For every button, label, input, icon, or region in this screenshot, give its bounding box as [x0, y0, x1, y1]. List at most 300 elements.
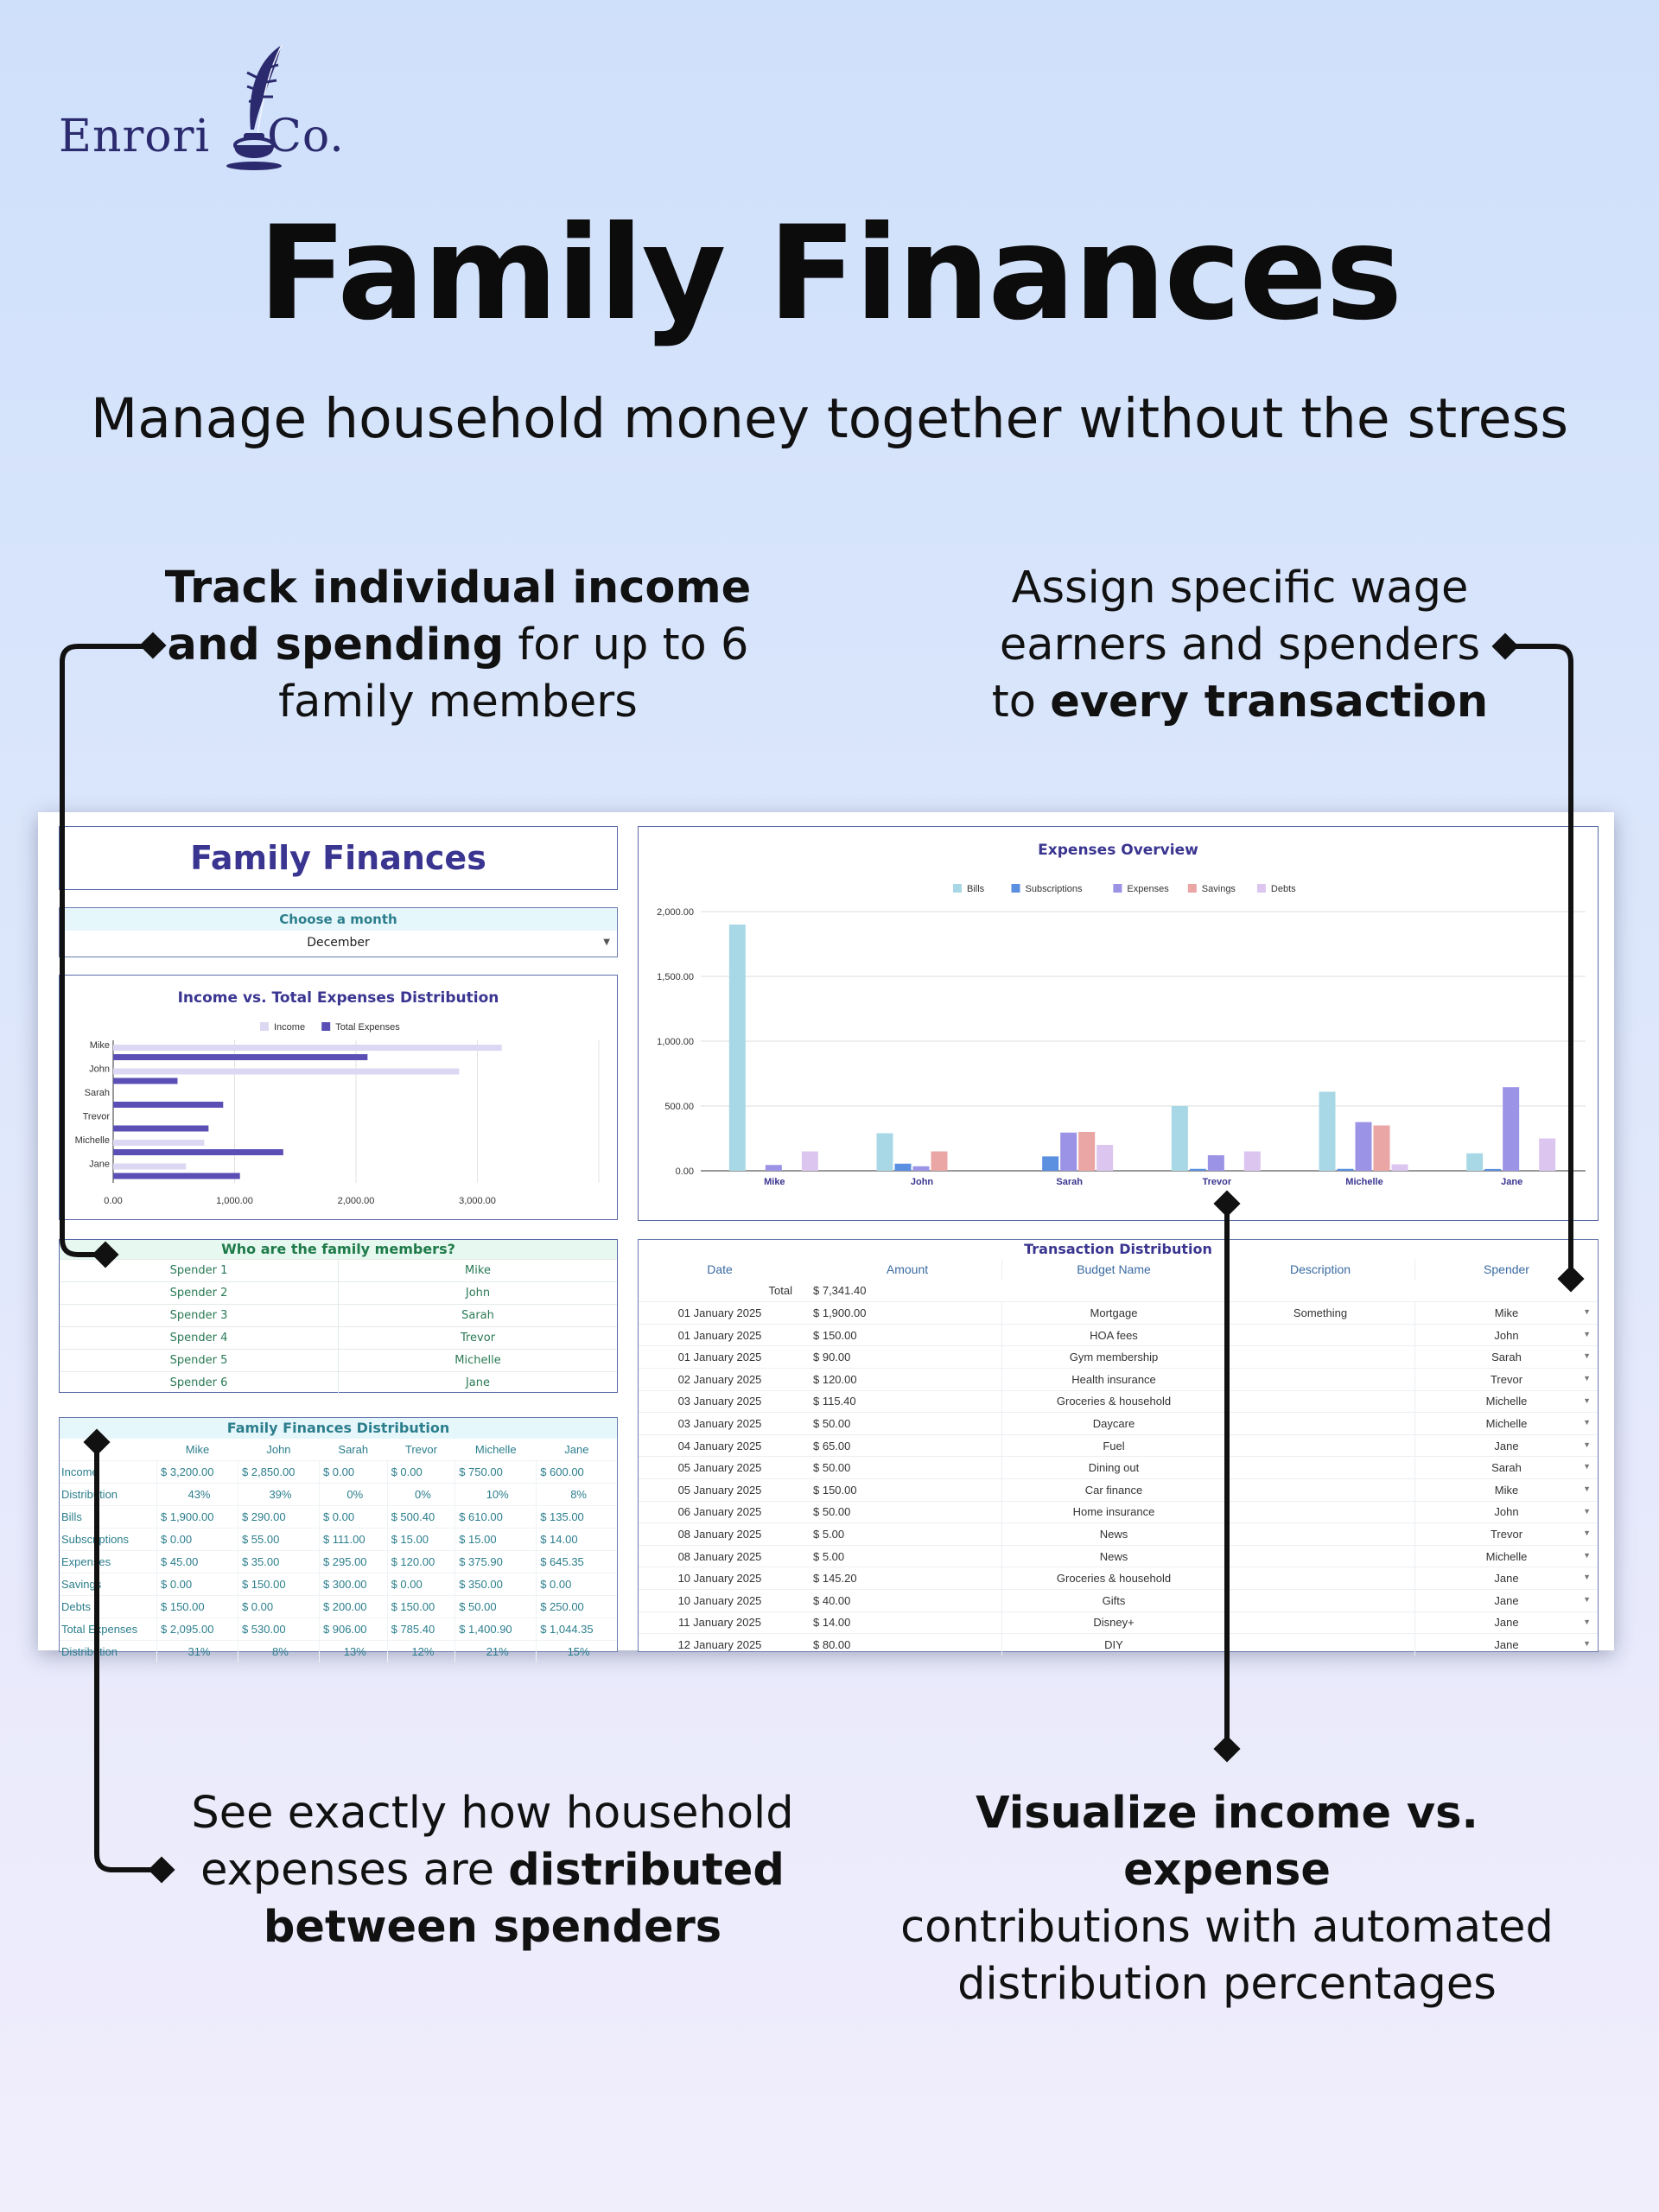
transaction-spender[interactable]: Jane ▼ [1415, 1567, 1599, 1590]
callout-visualize: Visualize income vs. expense contributions with automated distribution percentages [900, 1788, 1554, 2010]
bar-subscriptions [1484, 1169, 1501, 1171]
distribution-cell: $ 3,200.00 [157, 1461, 238, 1484]
transaction-date: 03 January 2025 [639, 1413, 801, 1435]
y-tick-label: Michelle [74, 1135, 110, 1146]
bar-income [113, 1045, 502, 1051]
member-name[interactable]: Jane [465, 1376, 491, 1389]
member-name[interactable]: Michelle [454, 1354, 501, 1367]
transaction-date: 03 January 2025 [639, 1390, 801, 1413]
distribution-cell: 15% [537, 1641, 617, 1663]
bar-total-expenses [113, 1054, 367, 1060]
bar-expenses [913, 1166, 930, 1171]
distribution-cell: $ 0.00 [387, 1461, 455, 1484]
bar-total-expenses [113, 1078, 177, 1084]
legend-label: Income [274, 1022, 306, 1033]
legend-label: Savings [1201, 884, 1236, 894]
distribution-row-label: Savings [60, 1573, 157, 1596]
sheet-title: Family Finances [190, 839, 486, 877]
transaction-row[interactable] [639, 1523, 1598, 1546]
distribution-row [60, 1596, 617, 1618]
distribution-cell: 10% [455, 1484, 537, 1506]
expenses-chart-legend [953, 884, 1296, 894]
distribution-cell: $ 1,044.35 [537, 1618, 617, 1641]
legend-swatch [321, 1022, 330, 1031]
distribution-cell: $ 250.00 [537, 1596, 617, 1618]
income-vs-expenses-chart [60, 976, 617, 1219]
y-tick-label: 1,500.00 [657, 972, 694, 982]
transaction-row[interactable] [639, 1457, 1598, 1479]
distribution-header-row [60, 1439, 617, 1461]
transaction-spender[interactable]: Jane ▼ [1415, 1611, 1599, 1634]
distribution-cell: $ 610.00 [455, 1506, 537, 1529]
transaction-amount: $ 150.00 [801, 1324, 1002, 1346]
chevron-down-icon: ▼ [1583, 1373, 1591, 1382]
y-tick-label: 500.00 [664, 1102, 694, 1112]
distribution-cell: $ 500.40 [387, 1506, 455, 1529]
transaction-budget: Disney+ [1002, 1611, 1226, 1634]
bar-total-expenses [113, 1173, 240, 1179]
sheet-title-panel [59, 826, 618, 890]
transaction-spender[interactable]: Michelle ▼ [1415, 1545, 1599, 1567]
distribution-cell: 0% [387, 1484, 455, 1506]
transaction-budget: Groceries & household [1002, 1567, 1226, 1590]
bar-subscriptions [1190, 1169, 1206, 1171]
member-slot: Spender 5 [60, 1350, 339, 1371]
legend-swatch [1188, 884, 1197, 893]
transaction-amount: $ 5.00 [801, 1545, 1002, 1567]
distribution-cell: 39% [238, 1484, 319, 1506]
transaction-date: 01 January 2025 [639, 1302, 801, 1325]
member-slot: Spender 6 [60, 1372, 339, 1394]
distribution-cell: $ 300.00 [319, 1573, 387, 1596]
distribution-row-label: Total Expenses [60, 1618, 157, 1641]
member-slot: Spender 3 [60, 1305, 339, 1326]
distribution-column-header: Mike [185, 1443, 210, 1456]
distribution-cell: $ 0.00 [157, 1573, 238, 1596]
bar-savings [931, 1152, 948, 1172]
callout-track-income: Track individual income and spending for up to 6 family members [164, 563, 752, 728]
transaction-description [1226, 1390, 1415, 1413]
bar-debts [1096, 1145, 1113, 1171]
transaction-budget: Health insurance [1002, 1368, 1226, 1390]
bar-expenses [1060, 1133, 1077, 1171]
distribution-cell: $ 200.00 [319, 1596, 387, 1618]
member-name[interactable]: Mike [465, 1264, 491, 1277]
distribution-cell: 8% [238, 1641, 319, 1663]
member-row [60, 1326, 617, 1349]
transaction-date: 08 January 2025 [639, 1545, 801, 1567]
transaction-date: 01 January 2025 [639, 1346, 801, 1369]
transaction-amount: $ 65.00 [801, 1434, 1002, 1457]
distribution-cell: 8% [537, 1484, 617, 1506]
income-chart-legend [260, 1022, 400, 1033]
y-tick-label: Mike [89, 1039, 110, 1051]
member-slot: Spender 1 [60, 1260, 339, 1281]
distribution-column-header: Michelle [474, 1443, 517, 1456]
transaction-description [1226, 1501, 1415, 1523]
distribution-row-label: Debts [60, 1596, 157, 1618]
transaction-budget: Home insurance [1002, 1501, 1226, 1523]
distribution-cell: $ 120.00 [387, 1551, 455, 1573]
month-selector-label: Choose a month [60, 908, 617, 931]
bar-bills [877, 1134, 893, 1172]
chevron-down-icon: ▼ [1583, 1307, 1591, 1317]
transaction-budget: Fuel [1002, 1434, 1226, 1457]
distribution-cell: $ 45.00 [157, 1551, 238, 1573]
transaction-budget: Gym membership [1002, 1346, 1226, 1369]
bar-debts [802, 1152, 818, 1172]
legend-swatch [1113, 884, 1122, 893]
transaction-spender[interactable]: Jane ▼ [1415, 1634, 1599, 1656]
transaction-row[interactable] [639, 1368, 1598, 1390]
x-tick-label: 0.00 [104, 1196, 123, 1206]
transaction-spender[interactable]: Jane ▼ [1415, 1434, 1599, 1457]
bar-total-expenses [113, 1102, 223, 1108]
chevron-down-icon: ▼ [1583, 1484, 1591, 1493]
distribution-column-header: Jane [564, 1443, 589, 1456]
distribution-row [60, 1529, 617, 1551]
distribution-cell: $ 2,095.00 [157, 1618, 238, 1641]
chevron-down-icon: ▼ [1583, 1418, 1591, 1427]
distribution-cell: $ 55.00 [238, 1529, 319, 1551]
distribution-cell: 12% [387, 1641, 455, 1663]
transaction-spender[interactable]: Trevor ▼ [1415, 1523, 1599, 1546]
transaction-row[interactable] [639, 1413, 1598, 1435]
chevron-down-icon: ▼ [1583, 1440, 1591, 1449]
distribution-cell: $ 645.35 [537, 1551, 617, 1573]
distribution-row-label: Expenses [60, 1551, 157, 1573]
member-row [60, 1304, 617, 1326]
member-row [60, 1349, 617, 1371]
transaction-row[interactable] [639, 1501, 1598, 1523]
transaction-date: 10 January 2025 [639, 1589, 801, 1611]
legend-label: Bills [967, 884, 985, 894]
expenses-chart-title: Expenses Overview [1038, 842, 1198, 859]
distribution-cell: $ 0.00 [157, 1529, 238, 1551]
transaction-amount: $ 80.00 [801, 1634, 1002, 1656]
chevron-down-icon: ▼ [1583, 1639, 1591, 1649]
x-tick-label: Jane [1501, 1177, 1523, 1187]
transaction-row[interactable] [639, 1324, 1598, 1346]
distribution-cell: $ 530.00 [238, 1618, 319, 1641]
chevron-down-icon: ▼ [1583, 1462, 1591, 1471]
transaction-amount: $ 14.00 [801, 1611, 1002, 1634]
bar-bills [1319, 1092, 1336, 1172]
transaction-amount: $ 145.20 [801, 1567, 1002, 1590]
distribution-cell: $ 150.00 [238, 1573, 319, 1596]
transaction-amount: $ 50.00 [801, 1457, 1002, 1479]
chevron-down-icon: ▼ [1583, 1617, 1591, 1626]
transaction-row[interactable] [639, 1434, 1598, 1457]
distribution-row [60, 1573, 617, 1596]
transaction-date: 01 January 2025 [639, 1324, 801, 1346]
distribution-cell: $ 2,850.00 [238, 1461, 319, 1484]
bar-debts [1244, 1152, 1261, 1172]
transactions-table [639, 1259, 1598, 1656]
transaction-description: Something [1226, 1302, 1415, 1325]
transaction-date: 06 January 2025 [639, 1501, 801, 1523]
transactions-column-header: Amount [886, 1262, 929, 1277]
y-tick-label: 0.00 [675, 1166, 694, 1177]
transaction-spender[interactable]: Jane ▼ [1415, 1589, 1599, 1611]
distribution-row-label: Distribution [60, 1484, 157, 1506]
transaction-description [1226, 1478, 1415, 1501]
distribution-row-label: Bills [60, 1506, 157, 1529]
transaction-spender[interactable]: Michelle ▼ [1415, 1413, 1599, 1435]
legend-label: Debts [1270, 884, 1296, 894]
chevron-down-icon: ▼ [1583, 1594, 1591, 1604]
transaction-spender[interactable]: Trevor ▼ [1415, 1368, 1599, 1390]
distribution-cell: $ 15.00 [387, 1529, 455, 1551]
distribution-cell: $ 785.40 [387, 1618, 455, 1641]
income-chart-title: Income vs. Total Expenses Distribution [177, 989, 499, 1007]
bar-debts [1392, 1165, 1408, 1172]
family-members-title: Who are the family members? [60, 1240, 617, 1259]
transaction-description [1226, 1523, 1415, 1546]
distribution-cell: $ 0.00 [537, 1573, 617, 1596]
distribution-row [60, 1641, 617, 1663]
transaction-description [1226, 1611, 1415, 1634]
transaction-budget: Gifts [1002, 1589, 1226, 1611]
transaction-spender[interactable]: Mike ▼ [1415, 1302, 1599, 1325]
transaction-budget: DIY [1002, 1634, 1226, 1656]
transactions-column-header: Spender [1484, 1262, 1529, 1277]
transaction-description [1226, 1368, 1415, 1390]
x-tick-label: 1,000.00 [216, 1196, 253, 1206]
transaction-description [1226, 1567, 1415, 1590]
transaction-description [1226, 1589, 1415, 1611]
transaction-date: 04 January 2025 [639, 1434, 801, 1457]
x-tick-label: 3,000.00 [459, 1196, 496, 1206]
member-slot: Spender 4 [60, 1327, 339, 1349]
transaction-budget: News [1002, 1545, 1226, 1567]
transaction-spender[interactable]: Michelle ▼ [1415, 1390, 1599, 1413]
distribution-row [60, 1551, 617, 1573]
transaction-spender[interactable]: Sarah ▼ [1415, 1457, 1599, 1479]
y-tick-label: Jane [89, 1159, 110, 1170]
transaction-budget: HOA fees [1002, 1324, 1226, 1346]
total-label: Total [768, 1284, 792, 1298]
distribution-cell: $ 350.00 [455, 1573, 537, 1596]
transaction-amount: $ 115.40 [801, 1390, 1002, 1413]
bar-bills [1466, 1154, 1483, 1171]
member-row [60, 1259, 617, 1281]
total-value: $ 7,341.40 [813, 1284, 867, 1298]
distribution-cell: $ 15.00 [455, 1529, 537, 1551]
distribution-cell: $ 1,400.90 [455, 1618, 537, 1641]
month-selector-panel [59, 907, 618, 957]
transaction-row[interactable] [639, 1302, 1598, 1325]
transactions-column-header: Date [707, 1262, 733, 1277]
distribution-row-label: Income [60, 1461, 157, 1484]
member-row [60, 1371, 617, 1394]
bar-savings [1078, 1132, 1095, 1171]
distribution-cell: $ 290.00 [238, 1506, 319, 1529]
member-name[interactable]: Trevor [460, 1332, 496, 1344]
family-members-panel [59, 1239, 618, 1393]
brand-logo-text: Enrori Co. [59, 111, 345, 162]
page-subtitle: Manage household money together without the stress [90, 387, 1569, 450]
distribution-cell: $ 0.00 [319, 1461, 387, 1484]
legend-swatch [260, 1022, 269, 1031]
transaction-budget: Car finance [1002, 1478, 1226, 1501]
transaction-description [1226, 1434, 1415, 1457]
transaction-date: 11 January 2025 [639, 1611, 801, 1634]
chevron-down-icon: ▼ [1583, 1550, 1591, 1560]
transaction-row[interactable] [639, 1346, 1598, 1369]
chevron-down-icon: ▼ [603, 938, 610, 947]
bar-expenses [1503, 1087, 1519, 1171]
member-name[interactable]: John [465, 1287, 491, 1300]
transactions-total-row [639, 1281, 1598, 1302]
distribution-cell: 31% [157, 1641, 238, 1663]
member-row [60, 1281, 617, 1304]
transaction-description [1226, 1346, 1415, 1369]
transaction-description [1226, 1545, 1415, 1567]
transaction-description [1226, 1457, 1415, 1479]
distribution-row-label: Distribution [60, 1641, 157, 1663]
bar-bills [1172, 1106, 1188, 1171]
transaction-row[interactable] [639, 1567, 1598, 1590]
distribution-row [60, 1461, 617, 1484]
transaction-row[interactable] [639, 1545, 1598, 1567]
y-tick-label: Trevor [82, 1111, 110, 1122]
member-slot: Spender 2 [60, 1282, 339, 1304]
bar-expenses [1208, 1155, 1224, 1171]
transaction-date: 05 January 2025 [639, 1478, 801, 1501]
bar-subscriptions [1338, 1169, 1354, 1171]
distribution-cell: $ 111.00 [319, 1529, 387, 1551]
x-tick-label: Sarah [1056, 1177, 1083, 1187]
chevron-down-icon: ▼ [1583, 1329, 1591, 1338]
distribution-column-header: Sarah [338, 1443, 369, 1456]
x-tick-label: Trevor [1202, 1177, 1232, 1187]
month-dropdown-value: December [307, 936, 370, 950]
expenses-overview-chart-panel [638, 826, 1599, 1221]
distribution-cell: $ 0.00 [387, 1573, 455, 1596]
distribution-row [60, 1506, 617, 1529]
y-tick-label: Sarah [84, 1087, 110, 1098]
bar-savings [1374, 1126, 1390, 1172]
transaction-budget: Groceries & household [1002, 1390, 1226, 1413]
distribution-cell: $ 0.00 [238, 1596, 319, 1618]
transaction-row[interactable] [639, 1589, 1598, 1611]
transactions-header-row [639, 1259, 1598, 1281]
transaction-amount: $ 120.00 [801, 1368, 1002, 1390]
bar-income [113, 1164, 186, 1170]
bar-bills [729, 925, 746, 1171]
distribution-row-label: Subscriptions [60, 1529, 157, 1551]
x-tick-label: John [910, 1177, 934, 1187]
chevron-down-icon: ▼ [1583, 1529, 1591, 1538]
bar-income [113, 1140, 204, 1146]
transaction-row[interactable] [639, 1634, 1598, 1656]
distribution-cell: $ 600.00 [537, 1461, 617, 1484]
chevron-down-icon: ▼ [1583, 1573, 1591, 1582]
page-title: Family Finances [257, 199, 1402, 349]
distribution-row [60, 1618, 617, 1641]
transaction-amount: $ 1,900.00 [801, 1302, 1002, 1325]
transaction-description [1226, 1413, 1415, 1435]
expenses-overview-chart [639, 827, 1598, 1220]
distribution-cell: $ 0.00 [319, 1506, 387, 1529]
bar-expenses [1356, 1122, 1372, 1171]
distribution-cell: $ 135.00 [537, 1506, 617, 1529]
x-tick-label: 2,000.00 [337, 1196, 375, 1206]
distribution-cell: $ 14.00 [537, 1529, 617, 1551]
bar-total-expenses [113, 1126, 208, 1132]
legend-swatch [953, 884, 962, 893]
transaction-date: 08 January 2025 [639, 1523, 801, 1546]
distribution-cell: 0% [319, 1484, 387, 1506]
distribution-column-header: Trevor [404, 1443, 437, 1456]
transaction-row[interactable] [639, 1611, 1598, 1634]
transaction-row[interactable] [639, 1478, 1598, 1501]
income-vs-expenses-chart-panel [59, 975, 618, 1220]
transaction-budget: Dining out [1002, 1457, 1226, 1479]
distribution-cell: $ 906.00 [319, 1618, 387, 1641]
bar-subscriptions [895, 1164, 912, 1171]
bar-expenses [766, 1165, 782, 1171]
distribution-cell: 13% [319, 1641, 387, 1663]
member-name[interactable]: Sarah [461, 1309, 494, 1322]
distribution-cell: 43% [157, 1484, 238, 1506]
transaction-spender[interactable]: Sarah ▼ [1415, 1346, 1599, 1369]
transaction-date: 10 January 2025 [639, 1567, 801, 1590]
transaction-amount: $ 50.00 [801, 1413, 1002, 1435]
legend-swatch [1257, 884, 1266, 893]
transaction-spender[interactable]: John ▼ [1415, 1501, 1599, 1523]
distribution-cell: 21% [455, 1641, 537, 1663]
transaction-amount: $ 5.00 [801, 1523, 1002, 1546]
distribution-cell: $ 375.90 [455, 1551, 537, 1573]
y-tick-label: John [89, 1064, 110, 1075]
transaction-description [1226, 1634, 1415, 1656]
transaction-spender[interactable]: Mike ▼ [1415, 1478, 1599, 1501]
transactions-column-header: Description [1226, 1259, 1415, 1281]
transaction-date: 12 January 2025 [639, 1634, 801, 1656]
distribution-row [60, 1484, 617, 1506]
bar-debts [1539, 1139, 1555, 1172]
transaction-budget: Mortgage [1002, 1302, 1226, 1325]
chevron-down-icon: ▼ [1583, 1506, 1591, 1516]
transaction-distribution-panel [638, 1239, 1599, 1652]
transaction-date: 05 January 2025 [639, 1457, 801, 1479]
legend-label: Subscriptions [1025, 884, 1083, 894]
x-tick-label: Michelle [1345, 1177, 1383, 1187]
distribution-cell: $ 150.00 [387, 1596, 455, 1618]
distribution-cell: $ 295.00 [319, 1551, 387, 1573]
x-tick-label: Mike [764, 1177, 785, 1187]
connector-diamond [1213, 1735, 1240, 1762]
distribution-title: Family Finances Distribution [60, 1418, 617, 1439]
transaction-amount: $ 50.00 [801, 1501, 1002, 1523]
transaction-row[interactable] [639, 1390, 1598, 1413]
transaction-spender[interactable]: John ▼ [1415, 1324, 1599, 1346]
chevron-down-icon: ▼ [1583, 1395, 1591, 1405]
y-tick-label: 2,000.00 [657, 907, 694, 918]
transaction-budget: Daycare [1002, 1413, 1226, 1435]
distribution-cell: $ 35.00 [238, 1551, 319, 1573]
distribution-column-header: John [266, 1443, 291, 1456]
finances-distribution-panel [59, 1417, 618, 1658]
callout-assign-spenders: Assign specific wage earners and spenders to every transaction [991, 563, 1489, 728]
distribution-cell: $ 750.00 [455, 1461, 537, 1484]
distribution-cell: $ 1,900.00 [157, 1506, 238, 1529]
transaction-date: 02 January 2025 [639, 1368, 801, 1390]
month-dropdown[interactable] [60, 931, 617, 955]
legend-label: Expenses [1127, 884, 1169, 894]
